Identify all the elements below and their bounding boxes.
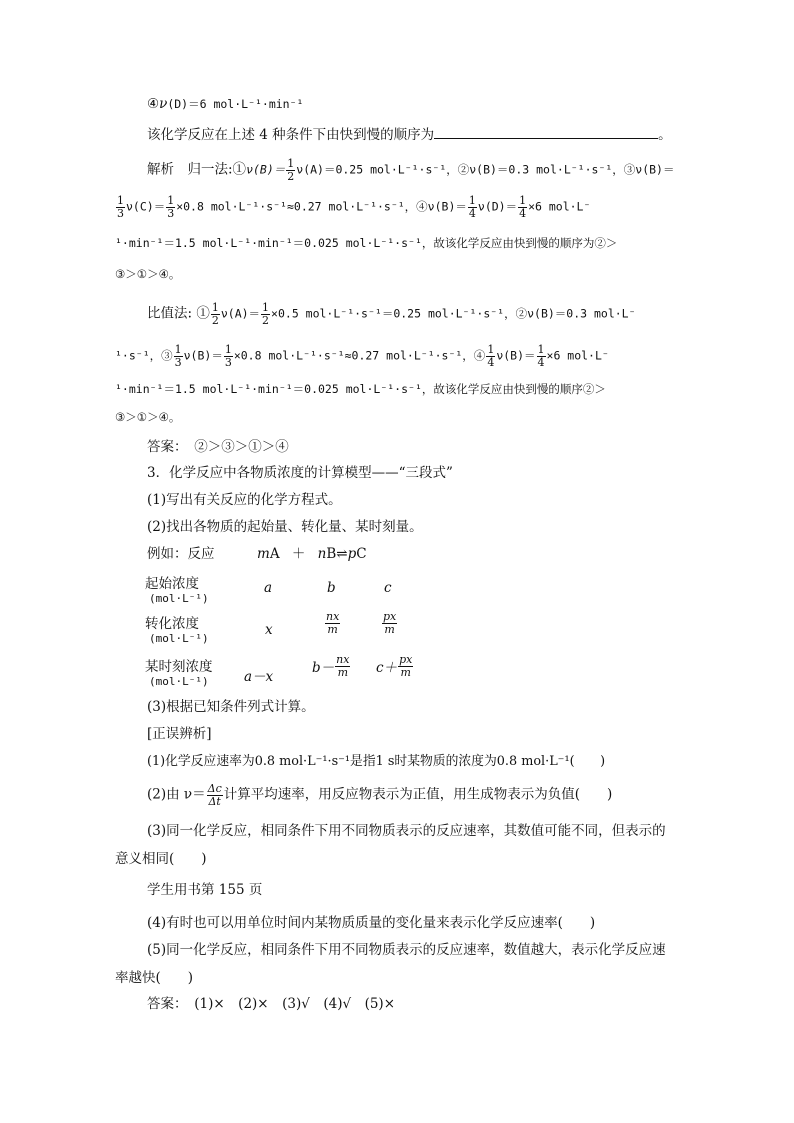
coef-n: n	[317, 546, 327, 562]
analysis-label: 解析 归一法:①	[147, 161, 247, 178]
frac-den: 4	[468, 206, 476, 220]
judge-q5-line-2: 率越快( )	[115, 970, 194, 986]
q2-text: 计算平均速率，用反应物表示为正值，用生成物表示为负值( )	[223, 786, 613, 803]
judge-title: [正误辨析]	[147, 726, 212, 742]
analysis-line-1	[147, 158, 674, 182]
fraction-quarter	[486, 344, 495, 368]
frac-den: 2	[287, 169, 295, 183]
section-3-title: 3．化学反应中各物质浓度的计算模型——“三段式”	[147, 465, 453, 481]
frac-den: m	[400, 665, 411, 679]
page-reference: 学生用书第 155 页	[147, 882, 263, 898]
row2-b	[324, 611, 341, 635]
ratio-text: ×0.8 mol·L⁻¹·s⁻¹≈0.27 mol·L⁻¹·s⁻¹，④	[233, 348, 486, 363]
species-A: A	[269, 546, 280, 562]
coef-p: p	[347, 546, 357, 562]
frac-den: m	[327, 622, 338, 636]
frac-num: 1	[487, 343, 495, 356]
row3-a: a－x	[244, 669, 274, 685]
judge-q4: (4)有时也可以用单位时间内某物质质量的变化量来表示化学反应速率( )	[147, 915, 596, 931]
frac-den: 3	[167, 206, 175, 220]
ratio-line-2	[115, 344, 609, 368]
ratio-line-4: ③＞①＞④。	[115, 410, 181, 424]
frac-num: 1	[262, 301, 270, 314]
analysis-line-3: ¹·min⁻¹＝1.5 mol·L⁻¹·min⁻¹＝0.025 mol·L⁻¹·s⁻¹，故该化学反应由快到慢的顺序为②＞	[115, 236, 618, 250]
row-label: 某时刻浓度	[145, 659, 213, 675]
analysis-line-2	[115, 195, 590, 219]
fraction-px-m	[398, 654, 413, 678]
row3-c-prefix: c＋	[376, 660, 398, 677]
fraction-half	[211, 302, 220, 326]
q1-text: (1)化学反应速率为0.8 mol·L⁻¹·s⁻¹是指1 s时某物质的浓度为0.8 mol·L⁻¹( )	[147, 754, 606, 769]
row1-b: b	[327, 580, 336, 596]
ratio-label: 比值法: ①	[147, 305, 210, 322]
frac-den: m	[384, 622, 395, 636]
ratio-text: ν(A)＝	[220, 306, 261, 321]
rate-value: (D)＝6 mol·L⁻¹·min⁻¹	[167, 97, 304, 111]
frac-den: 4	[487, 355, 495, 369]
step-3: (3)根据已知条件列式计算。	[147, 699, 315, 715]
frac-num: 1	[519, 194, 527, 207]
frac-den: 2	[262, 313, 270, 327]
ratio-text: ν(B)＝	[496, 348, 536, 363]
frac-den: 2	[211, 313, 219, 327]
question-end: 。	[658, 127, 672, 143]
step-1: (1)写出有关反应的化学方程式。	[147, 492, 342, 508]
row3-c	[376, 654, 414, 678]
ratio-line-1	[147, 302, 636, 326]
judge-q3-line-1: (3)同一化学反应，相同条件下用不同物质表示的反应速率，其数值可能不同，但表示的	[147, 823, 666, 839]
frac-num: nx	[326, 610, 340, 623]
frac-den: 3	[174, 355, 182, 369]
judge-q1	[147, 754, 605, 770]
row-unit: (mol·L⁻¹)	[149, 632, 209, 645]
frac-num: 1	[174, 343, 182, 356]
fraction-third-2	[166, 195, 175, 219]
frac-num: 1	[287, 157, 295, 170]
fraction-quarter	[468, 195, 477, 219]
analysis-line-4: ③＞①＞④。	[115, 267, 181, 281]
frac-num: nx	[336, 653, 350, 666]
equilibrium-arrow-icon: ⇌	[336, 546, 348, 562]
ratio-text: ×0.5 mol·L⁻¹·s⁻¹＝0.25 mol·L⁻¹·s⁻¹，②ν(B)＝0.3 mol·L⁻	[271, 306, 636, 321]
ratio-text: ×6 mol·L⁻	[546, 348, 609, 363]
fraction-third	[174, 344, 183, 368]
row1-a: a	[264, 580, 273, 596]
row1-label	[145, 572, 209, 605]
question-text: 该化学反应在上述 4 种条件下由快到慢的顺序为	[147, 127, 435, 143]
judge-q2	[147, 783, 612, 807]
answer-1: 答案： ②＞③＞①＞④	[147, 439, 289, 455]
frac-den: 4	[519, 206, 527, 220]
analysis-text: ×6 mol·L⁻	[528, 199, 591, 214]
row3-b	[312, 654, 351, 678]
frac-den: Δt	[208, 794, 221, 808]
fraction-delta-c-t	[207, 783, 223, 807]
fraction-quarter-2	[537, 344, 546, 368]
coef-m: m	[257, 546, 270, 562]
condition-4-line	[147, 97, 303, 113]
example-label: 例如：反应	[147, 546, 215, 562]
row-label: 转化浓度	[145, 616, 199, 632]
row-unit: (mol·L⁻¹)	[149, 675, 209, 688]
judge-q5-line-1: (5)同一化学反应，相同条件下用不同物质表示的反应速率，数值越大，表示化学反应速	[147, 942, 666, 958]
judge-answer: 答案： (1)× (2)× (3)√ (4)√ (5)×	[147, 996, 396, 1012]
frac-num: 1	[211, 301, 219, 314]
ratio-line-3: ¹·min⁻¹＝1.5 mol·L⁻¹·min⁻¹＝0.025 mol·L⁻¹·s⁻¹，故该化学反应由快到慢的顺序②＞	[115, 382, 606, 396]
frac-den: m	[337, 665, 349, 679]
fraction-quarter-2	[518, 195, 527, 219]
analysis-text: ×0.8 mol·L⁻¹·s⁻¹≈0.27 mol·L⁻¹·s⁻¹，④ν(B)＝	[176, 199, 467, 214]
fraction-third-2	[224, 344, 233, 368]
analysis-text: ν(C)＝	[126, 199, 166, 214]
fraction-px-m	[382, 611, 397, 635]
row2-a: x	[265, 622, 273, 638]
ratio-text: ν(B)＝	[183, 348, 223, 363]
row2-c	[381, 611, 398, 635]
circled-number: ④	[147, 96, 160, 112]
species-C: C	[356, 546, 367, 562]
frac-num: 1	[117, 194, 124, 207]
q2-text: (2)由 ν＝	[147, 786, 206, 803]
reaction-equation	[257, 547, 367, 563]
fraction-nx-m	[335, 654, 350, 678]
ratio-text: ¹·s⁻¹，③	[115, 348, 173, 363]
row1-c: c	[384, 580, 392, 596]
analysis-text: ν(D)＝	[477, 199, 518, 214]
frac-num: 1	[468, 194, 476, 207]
frac-num: 1	[537, 343, 545, 356]
species-B: B	[326, 546, 337, 562]
frac-num: px	[399, 653, 413, 666]
frac-den: 3	[117, 206, 124, 220]
answer-blank	[434, 126, 658, 139]
analysis-text: ν(B)＝	[246, 162, 286, 177]
rate-symbol: ν	[159, 96, 168, 112]
frac-num: px	[383, 610, 397, 623]
judge-q3-line-2: 意义相同( )	[115, 851, 207, 867]
fraction-half	[286, 158, 295, 182]
row2-label	[145, 612, 209, 645]
fraction-third	[116, 195, 125, 219]
frac-num: Δc	[207, 782, 222, 795]
row3-label	[145, 655, 213, 688]
analysis-text: ν(A)＝0.25 mol·L⁻¹·s⁻¹，②ν(B)＝0.3 mol·L⁻¹·s⁻¹，③ν(B)＝	[296, 162, 675, 177]
row-label: 起始浓度	[145, 576, 199, 592]
fraction-half-2	[261, 302, 270, 326]
fraction-nx-m	[325, 611, 340, 635]
plus-sign: ＋	[291, 546, 306, 562]
step-2: (2)找出各物质的起始量、转化量、某时刻量。	[147, 519, 423, 535]
frac-den: 3	[224, 355, 232, 369]
question-line	[147, 126, 672, 144]
row3-b-prefix: b－	[312, 660, 335, 677]
row-unit: (mol·L⁻¹)	[149, 592, 209, 605]
frac-num: 1	[167, 194, 175, 207]
frac-den: 4	[537, 355, 545, 369]
frac-num: 1	[224, 343, 232, 356]
